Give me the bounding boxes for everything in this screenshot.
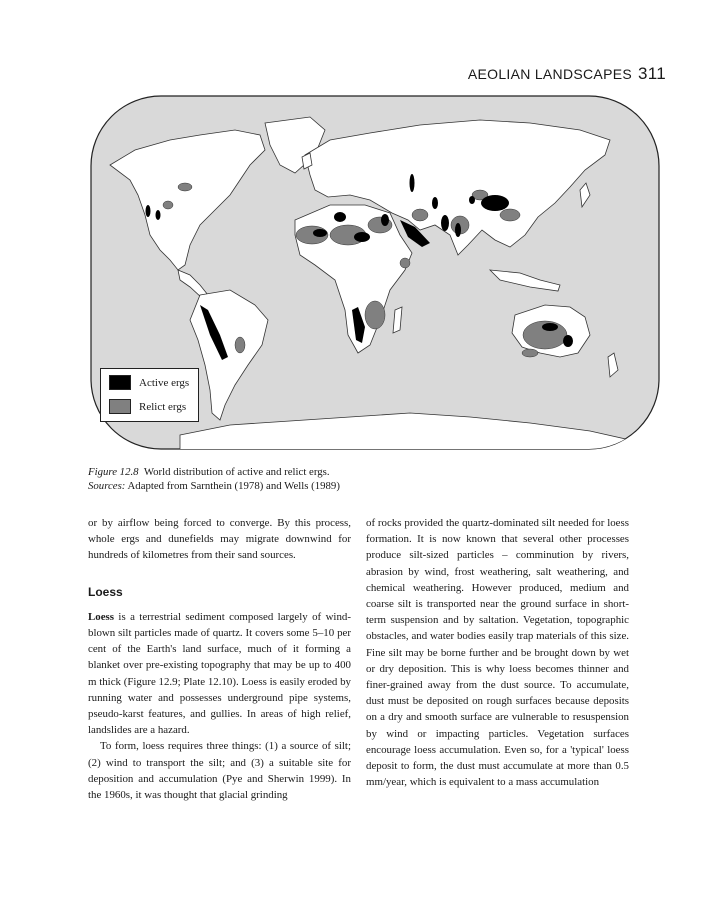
active-erg [469, 196, 475, 204]
sources-text: Adapted from Sarnthein (1978) and Wells (1989) [127, 480, 340, 492]
section-heading-loess: Loess [88, 584, 123, 599]
running-title: AEOLIAN LANDSCAPES [467, 66, 632, 82]
active-erg [432, 197, 438, 209]
relict-erg [412, 209, 428, 221]
caption-label: Figure 12.8 [88, 466, 139, 478]
relict-erg [235, 337, 245, 353]
relict-erg-swatch [109, 399, 131, 414]
active-erg [410, 174, 415, 192]
right-column [366, 515, 629, 790]
active-erg [334, 212, 346, 222]
relict-erg [522, 349, 538, 357]
loess-term: Loess [88, 610, 115, 623]
active-erg [542, 323, 558, 331]
sources-label: Sources: [88, 480, 126, 492]
figure-caption [88, 465, 340, 493]
right-column-paragraph: of rocks provided the quartz-dominated silt needed for loess formation. It is now known that several other processes produce silt-sized particles – comminution by rivers, abrasion by wind, frost weathering, salt weathering, and chemical weathering. However produced, medium and coarse silt is transported near the ground surface in short-term suspension and by saltation. Vegetation, topographic obstacles, and water bodies easily trap materials of this size. Fine silt may be borne further and be brought down by wet or dry deposition. This is why loess becomes thinner and finer-grained away from the dust source. To accumulate, dust must be deposited on rough surfaces because deposits on a dry and smooth surface are vulnerable to resuspension by wind or impacting particles. Vegetation surfaces encourage loess accumulation. Even so, for a 'typical' loess deposit to form, the dust must accumulate at more than 0.5 mm/year, which is equivalent to a mass accumulation [366, 517, 629, 789]
active-erg [381, 214, 389, 226]
active-erg [563, 335, 573, 347]
left-column [88, 515, 351, 803]
page-number: 311 [637, 64, 666, 83]
map-legend [100, 368, 199, 422]
loess-paragraph-1-text: is a terrestrial sediment composed largely of wind-blown silt particles made of quartz. It covers some 5–10 per cent of the Earth's land surface, much of it forming a blanket over pre-existing topography that may be up to 400 m thick (Figure 12.9; Plate 12.10). Loess is easily eroded by running water and possesses underground pipe systems, pseudo-karst features, and gullies. In areas of high relief, landslides are a hazard. [88, 610, 351, 737]
legend-relict [109, 399, 186, 414]
relict-erg [178, 183, 192, 191]
caption-text: World distribution of active and relict ergs. [143, 466, 330, 478]
legend-active [109, 375, 189, 390]
active-erg [313, 229, 327, 237]
relict-erg [400, 258, 410, 268]
loess-paragraph-1 [88, 609, 351, 739]
active-erg [156, 210, 161, 220]
active-erg [146, 205, 151, 217]
active-erg [441, 215, 449, 231]
running-head [468, 64, 666, 84]
active-erg [354, 232, 370, 242]
legend-active-label: Active ergs [139, 376, 190, 389]
relict-erg [163, 201, 173, 209]
legend-relict-label: Relict ergs [139, 400, 187, 413]
active-erg [481, 195, 509, 211]
relict-erg [500, 209, 520, 221]
relict-erg [365, 301, 385, 329]
intro-paragraph: or by airflow being forced to converge. By this process, whole ergs and dunefields may migrate downwind for hundreds of kilometres from their sand sources. [88, 517, 351, 562]
active-erg [455, 223, 461, 237]
active-erg-swatch [109, 375, 131, 390]
loess-paragraph-2: To form, loess requires three things: (1) a source of silt; (2) wind to transport the silt; and (3) a suitable site for deposition and accumulation (Pye and Sherwin 1999). In the 1960s, it was thought that glacial grinding [88, 740, 351, 802]
